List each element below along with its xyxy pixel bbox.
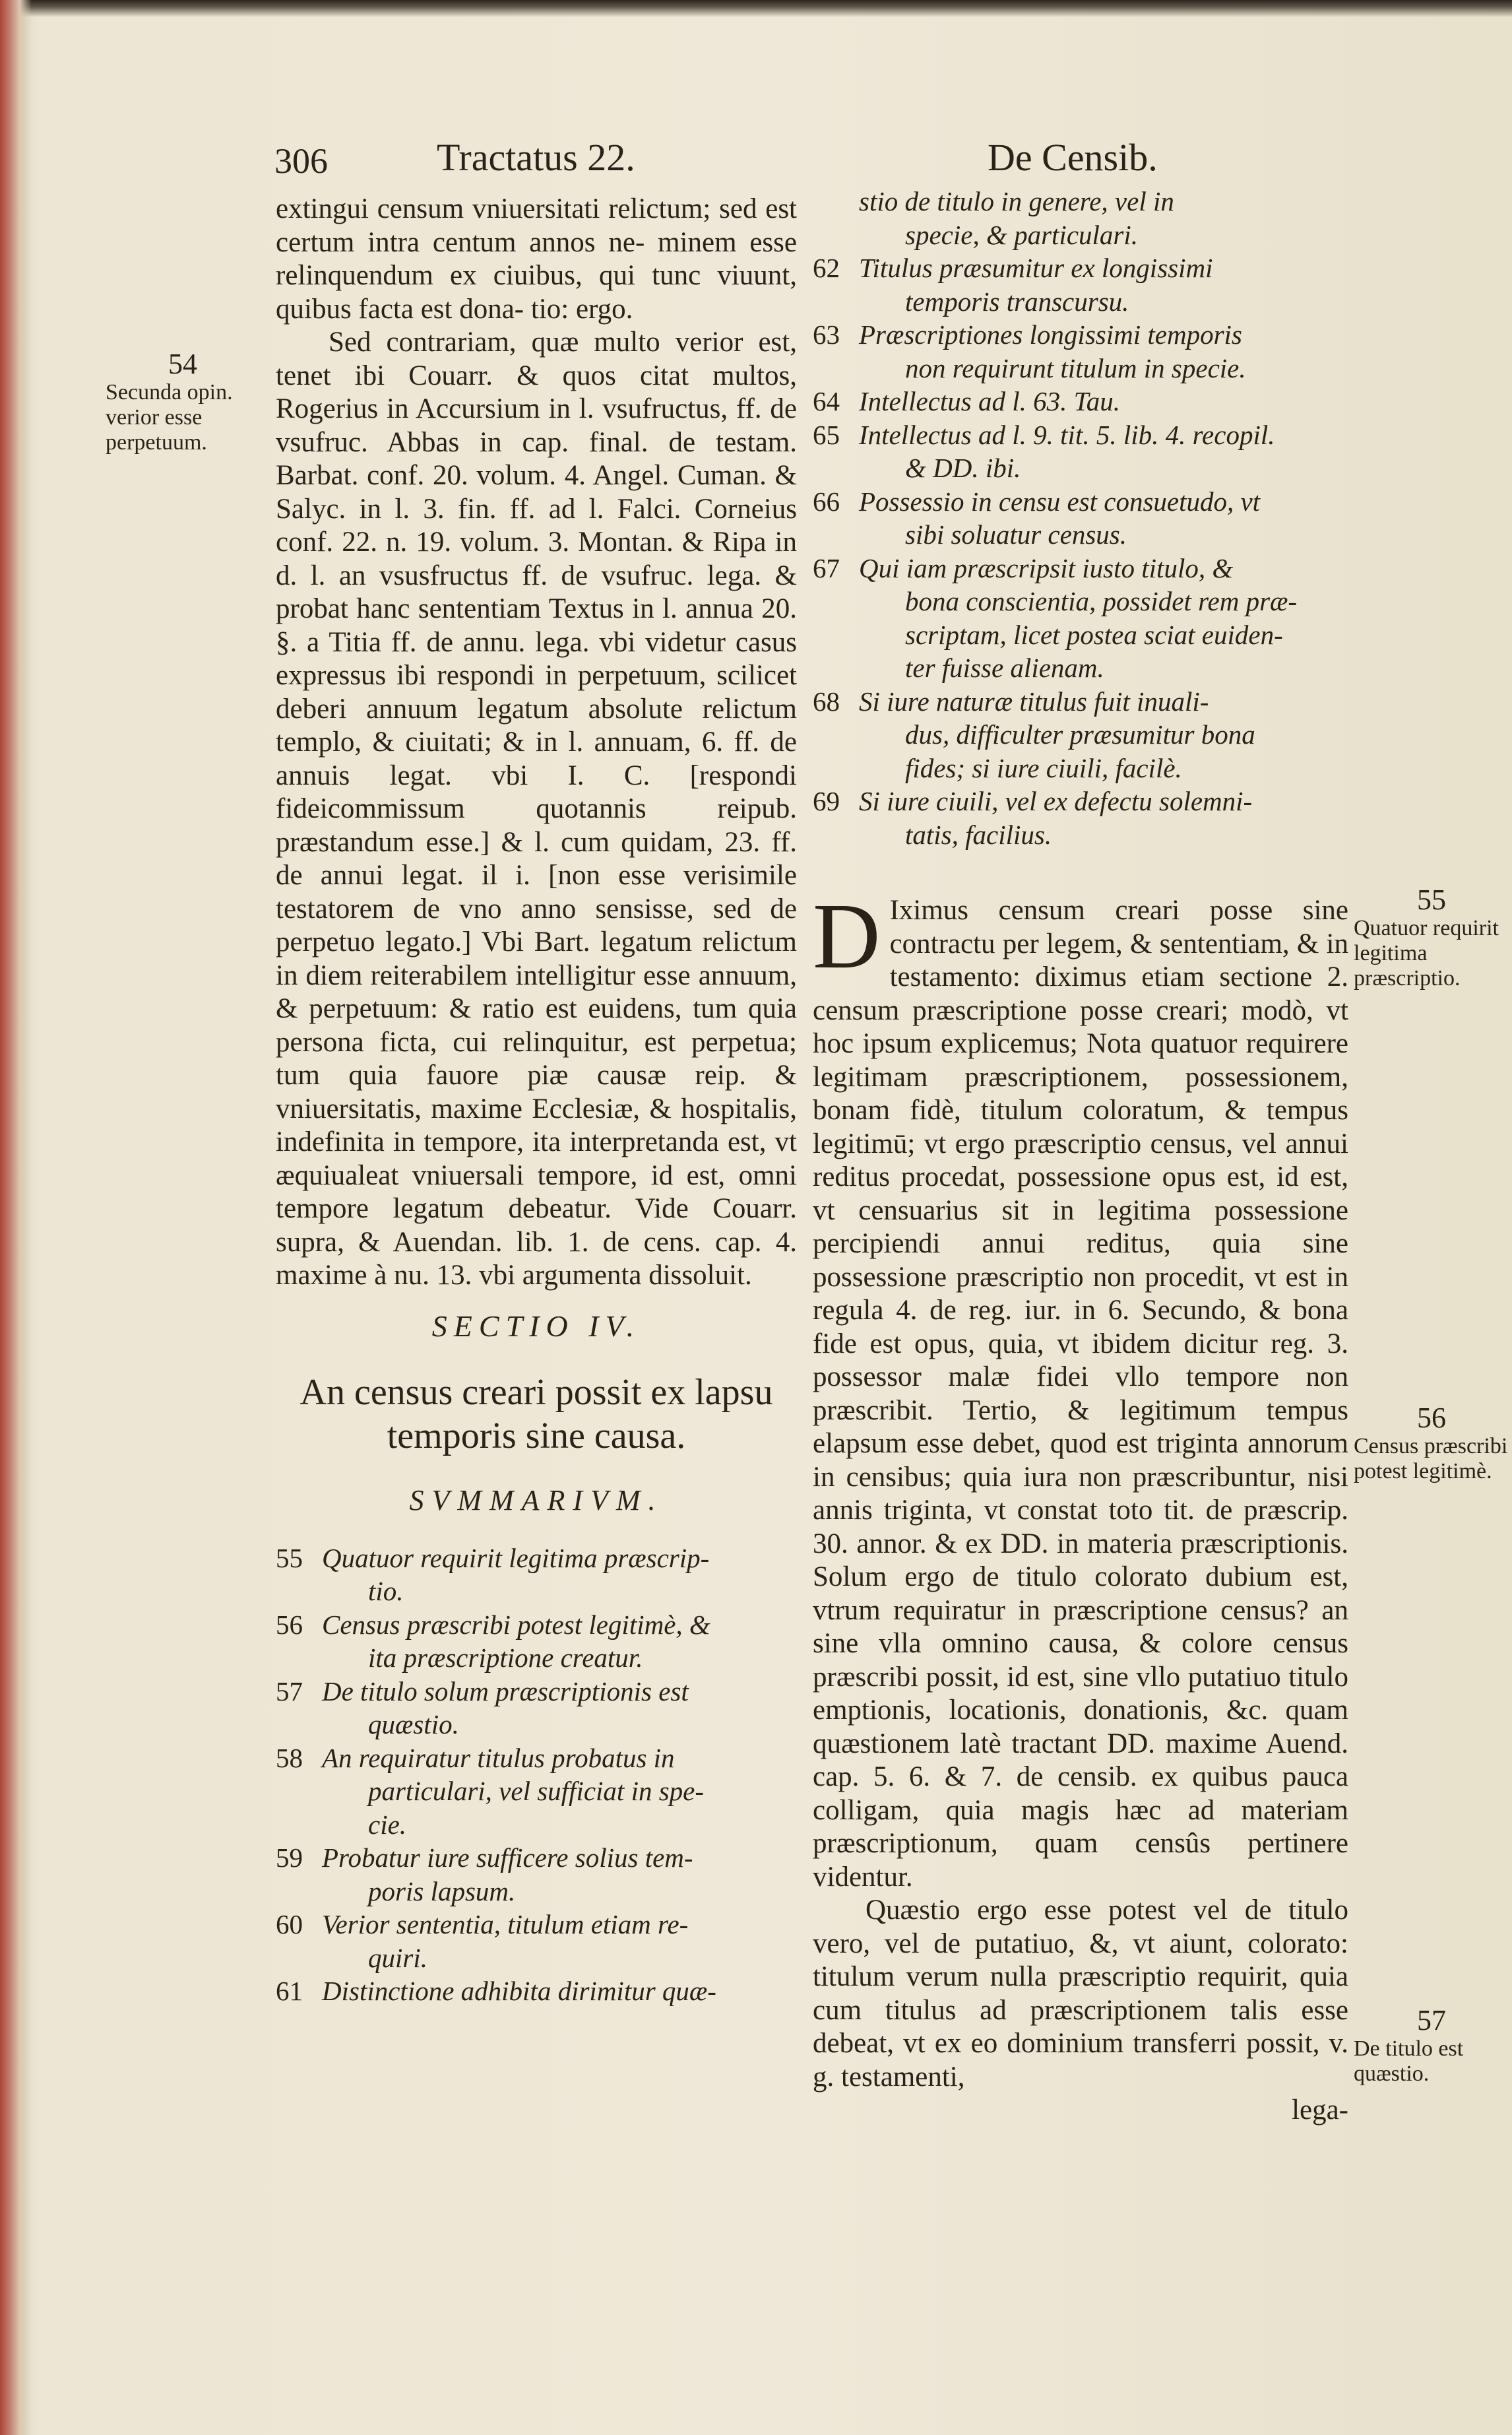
summary-item [276, 1908, 797, 1974]
summary-number: 62 [813, 253, 840, 283]
summary-text-cont: sibi soluatur census. [905, 519, 1127, 550]
running-title-left: Tractatus 22. [437, 136, 635, 179]
summary-text-cont: dus, difficulter præsumitur bona [905, 719, 1255, 750]
intro-paragraph [276, 193, 797, 326]
margin-note-56 [1354, 1402, 1512, 1484]
summary-item [276, 1741, 797, 1842]
sectio-label: SECTIO IV. [431, 1309, 641, 1343]
summary-text: stio de titulo in genere, vel in [859, 186, 1174, 216]
summary-item [276, 1974, 797, 2008]
summary-text: An requiratur titulus probatus in [322, 1742, 675, 1773]
summary-text: Si iure naturæ titulus fuit inuali- [859, 686, 1209, 717]
binding-edge [0, 0, 32, 2435]
paragraph-54: Sed contrariam, quæ multo verior est, tenet ibi Couarr. & quos citat multos, Rogerius in Accursium in l. vsufructus, ff. de vsufruc. Abbas in cap. final. de testam. Barbat. conf. 20. volum. 4. Angel. Cuman. & Salyc. in l. 3. fin. ff. ad l. Falci. Corneius conf. 22. n. 19. volum. 3. Montan. & Ripa in d. l. an vsusfructus ff. de vsufruc. lega. & probat hanc sententiam Textus in l. annua 20. §. a Titia ff. de annu. lega. vbi videtur casus expressus ibi respondi in perpetuum, scilicet deberi annuum legatum absolute relictum templo, & ciuitati; & in l. annuam, 6. ff. de annuis legat. vbi I. C. [respondi fideicommissum quotannis reipub. præstandum esse.] & l. cum quidam, 23. ff. de annui legat. il i. [non esse verisimile testatorem de vno anno sensisse, sed de perpetuo legato.] Vbi Bart. legatum relictum in diem reiterabilem intelligitur esse annuum, & perpetuum: & ratio est euidens, tum quia persona ficta, cui relinquitur, est perpetua; tum quia fauore piæ causæ reip. & vniuersitatis, maxime Ecclesiæ, & hospitalis, indefinita in tempore, ita interpretanda est, vt æquiualeat vniuersali tempore, id est, omni tempore legatum debeatur. Vide Couarr. supra, & Auendan. lib. 1. de cens. cap. 4. maxime à nu. 13. vbi argumenta dissoluit. [276, 327, 797, 1291]
margin-note-number: 56 [1417, 1402, 1446, 1434]
drop-capital: D [813, 884, 881, 988]
summary-text-cont: quæstio. [368, 1709, 459, 1739]
intro-line: qui tunc viuunt, quibus facta est dona- [276, 260, 798, 325]
margin-note-text: De titulo est quæstio. [1354, 2036, 1464, 2086]
summary-number: 67 [813, 552, 840, 583]
summary-text-cont: poris lapsum. [368, 1875, 516, 1906]
summary-number: 60 [276, 1909, 303, 1939]
summary-text: Præscriptiones longissimi temporis [859, 319, 1242, 350]
margin-note-text: Quatuor requirit legitima præscriptio. [1354, 916, 1499, 990]
summary-text-cont: specie, & particulari. [905, 219, 1139, 250]
summary-item [813, 685, 1348, 785]
summary-text-cont: cie. [368, 1809, 407, 1840]
summary-list-left [276, 1542, 797, 2008]
summary-text-cont: non requirunt titulum in specie. [905, 352, 1246, 383]
summary-text-cont: ter fuisse alienam. [905, 653, 1104, 683]
summary-text: Intellectus ad l. 63. Tau. [859, 386, 1120, 416]
summary-number: 59 [276, 1842, 303, 1873]
summary-text-cont: particulari, vel sufficiat in spe- [368, 1776, 705, 1806]
margin-note-text: Census præscribi potest legitimè. [1354, 1434, 1508, 1483]
summarium-label: SVMMARIVM. [409, 1484, 664, 1516]
summary-text: Intellectus ad l. 9. tit. 5. lib. 4. recopil. [859, 419, 1275, 450]
summary-text-cont: fides; si iure ciuili, facilè. [905, 752, 1182, 783]
summary-number: 69 [813, 786, 840, 816]
summary-text: Possessio in censu est consuetudo, vt [859, 486, 1261, 517]
paragraph-57: Quæstio ergo esse potest vel de titulo vero, vel de putatiuo, &, vt aiunt, colorato: titulum verum nulla præscriptio requirit, quia cum titulus ad præscriptionem talis esse debeat, vt ex eo dominium transferri possit, v. g. testamenti, [813, 1895, 1348, 2093]
summary-number: 57 [276, 1675, 303, 1706]
right-column-summary [813, 185, 1348, 851]
summary-number: 61 [276, 1976, 303, 2006]
summary-item [276, 1841, 797, 1908]
summary-number [813, 185, 859, 251]
summary-item [813, 418, 1348, 485]
margin-note-57 [1354, 2005, 1512, 2087]
summary-text-cont: bona conscientia, possidet rem præ- [905, 586, 1298, 616]
margin-note-number: 54 [168, 348, 197, 380]
summary-text-cont: quiri. [368, 1942, 427, 1973]
summary-item [813, 251, 1348, 318]
summary-item [813, 552, 1348, 685]
summary-number: 63 [813, 319, 840, 350]
summary-text-cont: & DD. ibi. [905, 453, 1021, 483]
summary-number: 68 [813, 686, 840, 717]
summary-text: Census præscribi potest legitimè, & [322, 1609, 710, 1640]
running-title-right: De Censib. [988, 136, 1158, 179]
summary-number: 56 [276, 1609, 303, 1640]
page-number: 306 [274, 141, 328, 181]
summary-number: 65 [813, 419, 840, 450]
summary-item [813, 785, 1348, 851]
intro-line: minem esse relinquendum ex ciuibus, [276, 226, 797, 291]
summary-item [276, 1675, 797, 1741]
summary-text: De titulo solum præscriptionis est [322, 1675, 689, 1706]
summary-text-cont: temporis transcursu. [905, 286, 1129, 317]
top-edge-shadow [0, 0, 1512, 17]
summary-item [276, 1542, 797, 1608]
summary-text: Probatur iure sufficere solius tem- [322, 1842, 693, 1873]
summary-number: 64 [813, 386, 840, 416]
summary-item [276, 1608, 797, 1675]
summary-text: Titulus præsumitur ex longissimi [859, 253, 1213, 283]
summary-number: 66 [813, 486, 840, 517]
summary-item [813, 318, 1348, 385]
margin-note-text: Secunda opin. verior esse perpetuum. [106, 380, 233, 455]
summary-text-cont: ita præscriptione creatur. [368, 1642, 643, 1673]
summary-text-cont: tatis, facilius. [905, 819, 1052, 850]
paragraph-55 [813, 884, 1348, 1894]
summary-text: Si iure ciuili, vel ex defectu solemni- [859, 786, 1253, 816]
summary-item [813, 185, 1348, 251]
summary-item [813, 385, 1348, 418]
summary-text: Distinctione adhibita dirimitur quæ- [322, 1976, 716, 2006]
summary-text: Qui iam præscripsit iusto titulo, & [859, 552, 1234, 583]
margin-note-54 [106, 348, 270, 455]
intro-line: sed est certum intra centum annos ne- [276, 193, 797, 258]
summary-number: 58 [276, 1742, 303, 1773]
intro-line: tio: ergo. [530, 293, 633, 325]
summary-text-cont: scriptam, licet postea sciat euiden- [905, 619, 1283, 650]
right-column-body [813, 884, 1348, 2127]
margin-note-number: 55 [1417, 884, 1446, 916]
catchword: lega- [1292, 2094, 1348, 2126]
summary-number: 55 [276, 1542, 303, 1573]
margin-note-number: 57 [1417, 2004, 1446, 2036]
summary-text: Quatuor requirit legitima præscrip- [322, 1542, 710, 1573]
summary-item [813, 485, 1348, 552]
margin-note-55 [1354, 884, 1512, 991]
summary-text-cont: tio. [368, 1576, 404, 1606]
left-column [276, 193, 797, 2008]
section-title: An census creari possit ex lapsu temporis sine causa. [299, 1372, 773, 1456]
intro-line: extingui censum vniuersitati relictum; [276, 193, 720, 224]
paragraph-55-text: Iximus censum creari posse sine contractu per legem, & sententiam, & in testamento: diximus etiam sectione 2. censum præscriptione posse creari; modò, vt hoc ipsum explicemus; Nota quatuor requirere legitimam præscriptionem, possessionem, bonam fidè, titulum coloratum, & tempus legitimū; vt ergo præscriptio census, vel annui reditus procedat, possessione opus est, id est, vt censuarius sit in legitima possessione percipiendi annui reditus, quia sine possessione præscriptio non procedit, vt est in regula 4. de reg. iur. in 6. Secundo, & bona fide est opus, quia, vt ibidem dicitur reg. 3. possessor malæ fidei vllo tempore non præscribit. Tertio, & legitimum tempus elapsum esse debet, quod est triginta annorum in censibus; quia iura non præscribuntur, nisi annis triginta, vt constat toto tit. de præscrip. 30. annor. & ex DD. in materia præscriptionis. Solum ergo de titulo colorato dubium est, vtrum requiratur in præscriptione census? an sine vlla omnino causa, & colore census præscribi possit, id est, sine vllo putatiuo titulo emptionis, locationis, donationis, &c. quam quæstionem latè tractant DD. maxime Auend. cap. 5. 6. & 7. de censib. ex quibus pauca colligam, quia magis hæc ad materiam præscriptionum, quam censûs pertinere videntur. [813, 895, 1348, 1893]
summary-text: Verior sententia, titulum etiam re- [322, 1909, 689, 1939]
